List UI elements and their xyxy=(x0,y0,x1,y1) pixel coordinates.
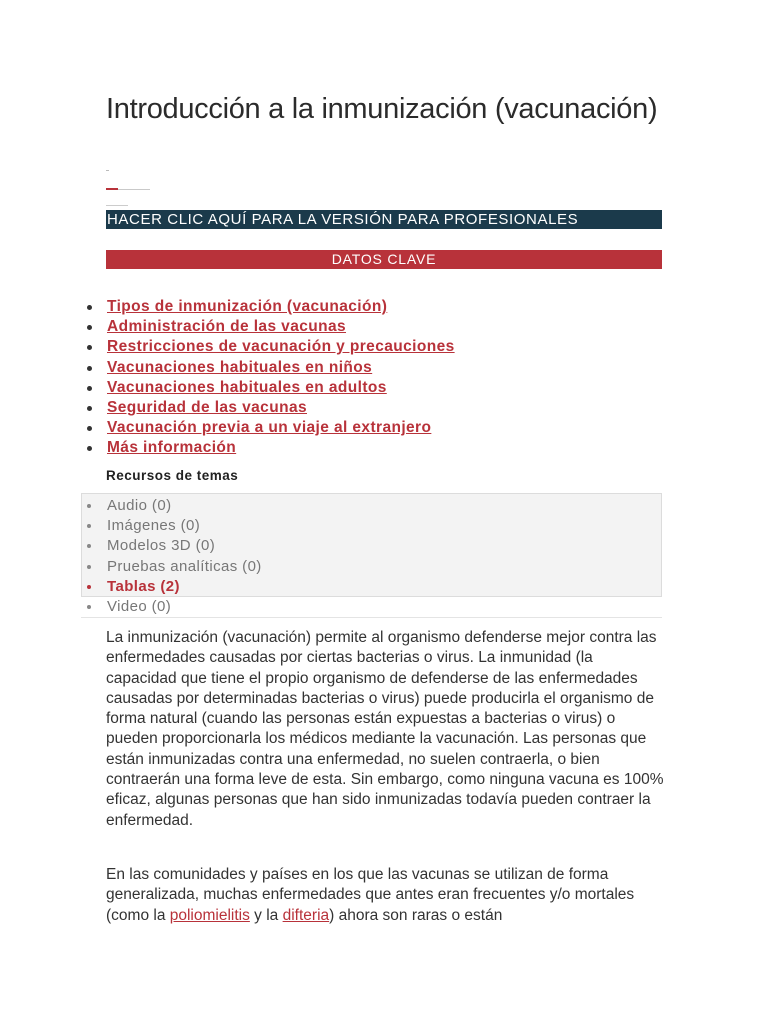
topic-toc-list xyxy=(84,297,455,459)
divider xyxy=(106,170,109,171)
toc-item xyxy=(84,378,455,398)
resource-label: Imágenes (0) xyxy=(107,517,201,535)
toc-item xyxy=(84,438,455,458)
bullet-icon xyxy=(87,325,92,330)
bullet-icon xyxy=(87,305,92,310)
toc-item xyxy=(84,317,455,337)
toc-link-ninos[interactable]: Vacunaciones habituales en niños xyxy=(107,358,373,376)
bullet-icon xyxy=(87,524,91,528)
divider xyxy=(81,617,662,618)
poliomielitis-link[interactable]: poliomielitis xyxy=(169,906,250,924)
bullet-icon xyxy=(87,366,92,371)
resource-item-imagenes xyxy=(84,516,262,536)
resource-item-tablas[interactable] xyxy=(84,577,262,597)
paragraph-text: En las comunidades y países en los que las vacunas se utilizan de forma generalizada, muchas enfermedades que antes eran frecuentes y/o mortales (como la xyxy=(106,866,635,924)
body-paragraph xyxy=(106,865,666,926)
bullet-icon xyxy=(87,345,92,350)
paragraph-text: y la xyxy=(249,906,283,924)
toc-item xyxy=(84,358,455,378)
resource-item-video xyxy=(84,597,262,617)
body-paragraph: La inmunización (vacunación) permite al organismo defenderse mejor contra las enfermedades causadas por ciertas bacterias o virus. La inmunidad (la capacidad que tiene el propio organismo de defenderse de las enfermedades causadas por determinadas bacterias o virus) puede producirla el organismo de forma natural (cuando las personas están expuestas a bacterias o virus) o pueden proporcionarla los médicos mediante la vacunación. Las personas que están inmunizadas contra una enfermedad, no suelen contraerla, o bien contraerán una forma leve de esta. Sin embargo, como ninguna vacuna es 100% eficaz, algunas personas que han sido inmunizadas todavía pueden contraer la enfermedad. xyxy=(106,629,664,829)
toc-link-adultos[interactable]: Vacunaciones habituales en adultos xyxy=(107,378,387,396)
resource-item-pruebas xyxy=(84,557,262,577)
toc-item xyxy=(84,337,455,357)
bullet-icon xyxy=(87,605,91,609)
resource-item-modelos-3d xyxy=(84,536,262,556)
toc-link-administracion[interactable]: Administración de las vacunas xyxy=(107,318,347,336)
divider xyxy=(106,189,150,190)
toc-item xyxy=(84,418,455,438)
resources-list xyxy=(84,496,262,617)
toc-link-seguridad[interactable]: Seguridad de las vacunas xyxy=(107,398,307,416)
resource-label: Modelos 3D (0) xyxy=(107,537,216,555)
bullet-icon xyxy=(87,426,92,431)
paragraph-text: ) ahora son raras o están xyxy=(329,906,503,924)
resource-label[interactable]: Tablas (2) xyxy=(107,577,180,595)
resources-heading: Recursos de temas xyxy=(106,468,239,483)
toc-link-tipos[interactable]: Tipos de inmunización (vacunación) xyxy=(107,298,388,315)
bullet-icon xyxy=(87,565,91,569)
difteria-link[interactable]: difteria xyxy=(282,906,330,924)
resource-item-audio xyxy=(84,496,262,516)
resource-label: Pruebas analíticas (0) xyxy=(107,557,262,575)
bullet-icon xyxy=(87,386,92,391)
page-title: Introducción a la inmunización (vacunación) xyxy=(106,93,658,125)
professional-version-link[interactable]: HACER CLIC AQUÍ PARA LA VERSIÓN PARA PROFESIONALES xyxy=(106,210,662,229)
toc-item xyxy=(84,297,455,317)
bullet-icon xyxy=(87,446,92,451)
bullet-icon xyxy=(87,504,91,508)
toc-link-restricciones[interactable]: Restricciones de vacunación y precauciones xyxy=(107,338,455,356)
key-facts-header: DATOS CLAVE xyxy=(106,250,662,269)
bullet-icon xyxy=(87,406,92,411)
toc-item xyxy=(84,398,455,418)
toc-link-mas-informacion[interactable]: Más información xyxy=(107,439,237,457)
accent-mark xyxy=(106,188,118,190)
divider xyxy=(106,205,128,206)
toc-link-viaje[interactable]: Vacunación previa a un viaje al extranjero xyxy=(107,419,432,437)
bullet-icon xyxy=(87,544,91,548)
bullet-icon xyxy=(87,585,91,589)
resource-label: Video (0) xyxy=(107,597,172,615)
resource-label: Audio (0) xyxy=(107,497,172,514)
